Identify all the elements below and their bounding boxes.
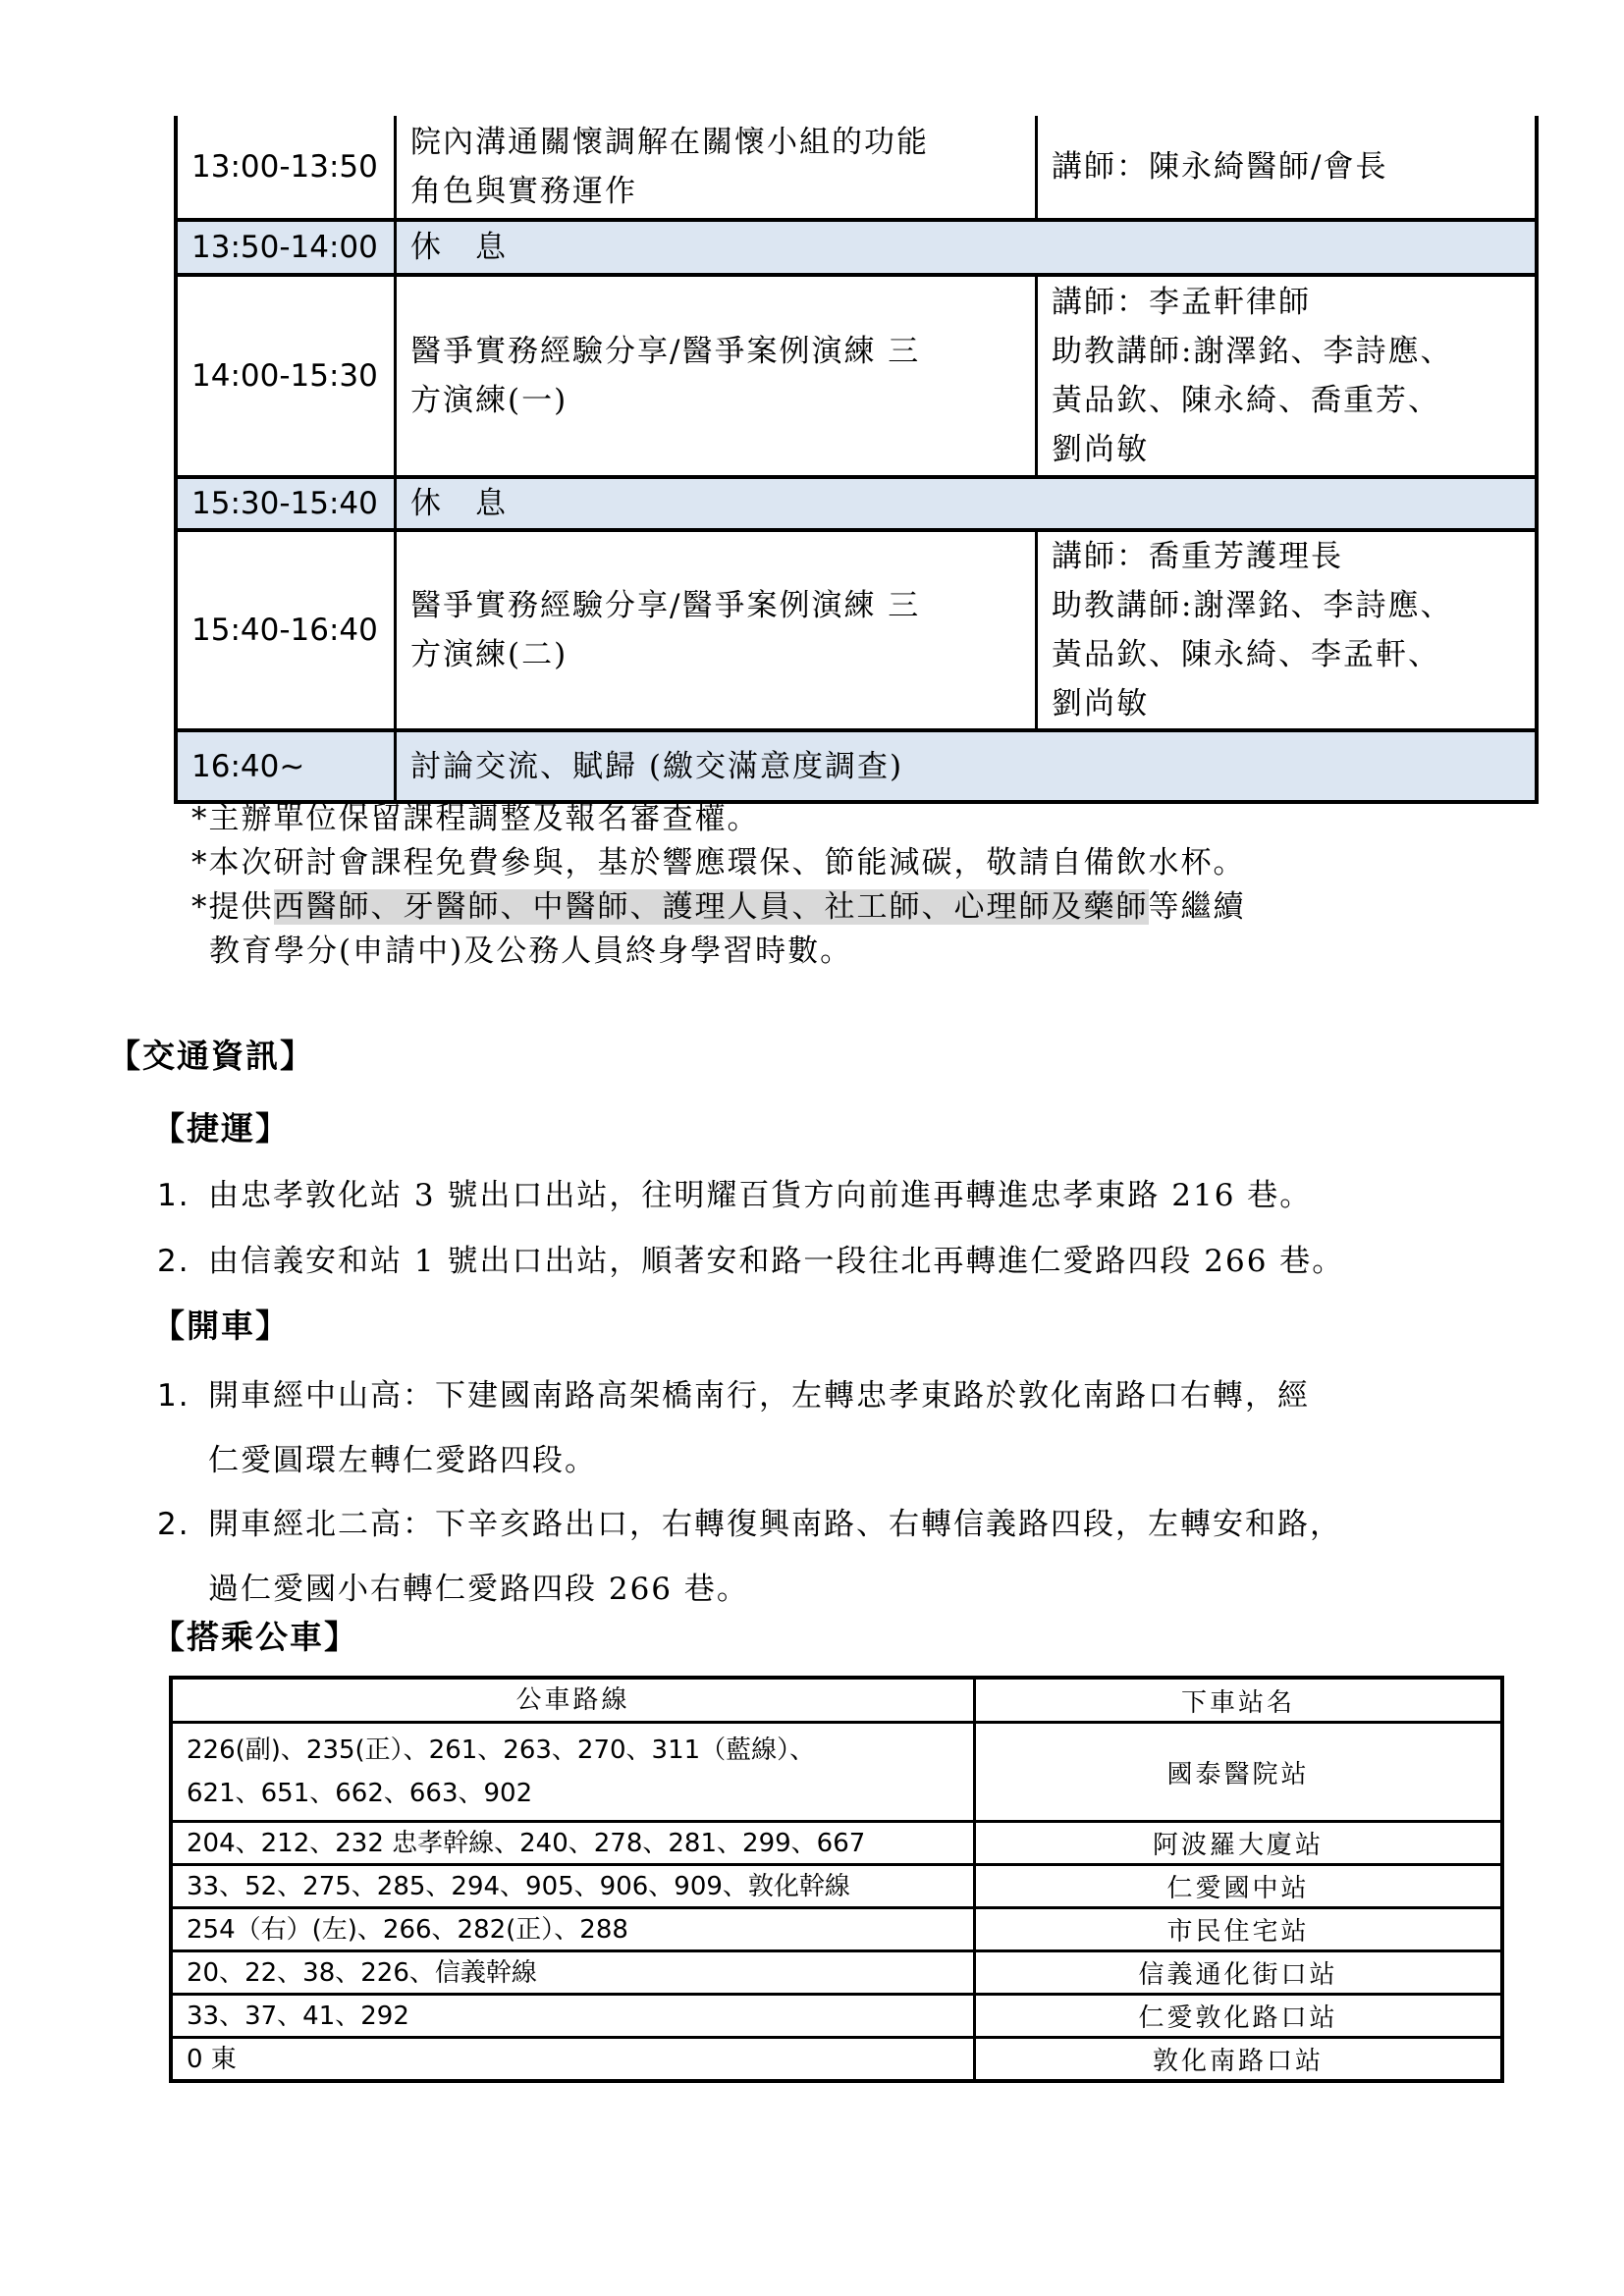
- note-line: 教育學分(申請中)及公務人員終身學習時數。: [209, 934, 853, 969]
- stop-cell: 市民住宅站: [1166, 1917, 1310, 1947]
- item-number: 1.: [157, 1178, 190, 1213]
- car-item: [157, 1370, 1310, 1415]
- bus-row: [173, 1949, 1500, 1993]
- item-text: 由忠孝敦化站 3 號出口出站，往明耀百貨方向前進再轉進忠孝東路 216 巷。: [208, 1178, 1313, 1213]
- stop-cell: 仁愛國中站: [1166, 1874, 1310, 1903]
- speaker-line: 黃品欽、陳永綺、李孟軒、: [1052, 637, 1440, 672]
- time-cell: 16:40~: [178, 732, 397, 800]
- mrt-item: [157, 1170, 1312, 1214]
- bus-header-row: [173, 1680, 1500, 1721]
- item-number: 1.: [157, 1378, 190, 1414]
- time-cell: 13:50-14:00: [178, 222, 397, 273]
- schedule-row: [178, 116, 1535, 218]
- route-cell: 254（右）(左)、266、282(正）、288: [173, 1909, 976, 1949]
- stop-cell: 仁愛敦化路口站: [1138, 2003, 1338, 2033]
- bus-row: [173, 1721, 1500, 1820]
- stop-cell: 信義通化街口站: [1138, 1960, 1338, 1990]
- bus-row: [173, 1906, 1500, 1949]
- note-prefix: *提供: [191, 889, 274, 925]
- speaker-cell: [1038, 116, 1535, 218]
- route-cell: [173, 1724, 976, 1820]
- topic-line: 方演練(二): [410, 637, 568, 672]
- bus-row: [173, 1863, 1500, 1906]
- topic-cell: 討論交流、賦歸 (繳交滿意度調查): [410, 748, 904, 784]
- stop-cell: 國泰醫院站: [1166, 1759, 1310, 1789]
- note-highlight: 西醫師、牙醫師、中醫師、護理人員、社工師、心理師及藥師: [273, 889, 1149, 925]
- stop-cell: 敦化南路口站: [1152, 2047, 1324, 2076]
- route-line: 621、651、662、663、902: [187, 1779, 533, 1808]
- topic-cell: 休 息: [410, 230, 508, 265]
- route-cell: 20、22、38、226、信義幹線: [173, 1952, 976, 1993]
- mrt-item: [157, 1236, 1344, 1280]
- schedule-table: [174, 116, 1539, 804]
- topic-cell: [397, 277, 1038, 475]
- bus-row: [173, 1993, 1500, 2036]
- car-item-continued: 過仁愛國小右轉仁愛路四段 266 巷。: [208, 1572, 749, 1607]
- car-item-continued: 仁愛圓環左轉仁愛路四段。: [208, 1443, 597, 1478]
- notes: [191, 797, 1246, 974]
- bus-heading: 【搭乘公車】: [152, 1618, 358, 1656]
- header-stop: 下車站名: [1180, 1687, 1295, 1718]
- topic-cell: [397, 532, 1038, 728]
- item-text: 開車經北二高：下辛亥路出口，右轉復興南路、右轉信義路四段，左轉安和路，: [208, 1507, 1342, 1542]
- speaker-line: 助教講師:謝澤銘、李詩應、: [1052, 334, 1453, 369]
- item-number: 2.: [157, 1507, 190, 1542]
- topic-line: 角色與實務運作: [410, 174, 637, 209]
- schedule-row: [178, 528, 1535, 728]
- schedule-row-break: [178, 218, 1535, 273]
- route-cell: 0 東: [173, 2039, 976, 2079]
- schedule-row-break: [178, 475, 1535, 528]
- topic-line: 醫爭實務經驗分享/醫爭案例演練 三: [410, 588, 921, 623]
- topic-line: 方演練(一): [410, 383, 568, 418]
- time-cell: 15:40-16:40: [178, 532, 397, 728]
- route-cell: 33、52、275、285、294、905、906、909、敦化幹線: [173, 1866, 976, 1906]
- speaker-line: 助教講師:謝澤銘、李詩應、: [1052, 588, 1453, 623]
- topic-line: 院內溝通關懷調解在關懷小組的功能: [410, 125, 929, 160]
- time-cell: 14:00-15:30: [178, 277, 397, 475]
- transport-title: 【交通資訊】: [108, 1037, 314, 1075]
- route-line: 226(副)、235(正）、261、263、270、311（藍線）、: [187, 1735, 816, 1765]
- mrt-heading: 【捷運】: [152, 1109, 290, 1148]
- speaker-line: 劉尚敏: [1052, 432, 1149, 467]
- speaker-cell: [1038, 532, 1535, 728]
- item-text: 由信義安和站 1 號出口出站，順著安和路一段往北再轉進仁愛路四段 266 巷。: [208, 1244, 1345, 1279]
- speaker-line: 講師：李孟軒律師: [1052, 285, 1311, 320]
- note-suffix: 等繼續: [1148, 889, 1246, 925]
- note-line: *本次研討會課程免費參與，基於響應環保、節能減碳，敬請自備飲水杯。: [191, 845, 1246, 881]
- schedule-row-end: [178, 728, 1535, 800]
- bus-table: [169, 1676, 1504, 2083]
- schedule-row: [178, 273, 1535, 475]
- topic-cell: 休 息: [410, 486, 508, 521]
- time-cell: 13:00-13:50: [178, 116, 397, 218]
- header-route: 公車路線: [173, 1680, 976, 1721]
- car-heading: 【開車】: [152, 1307, 290, 1345]
- bus-row: [173, 1820, 1500, 1863]
- time-cell: 15:30-15:40: [178, 479, 397, 528]
- topic-cell: [397, 116, 1038, 218]
- route-cell: 33、37、41、292: [173, 1996, 976, 2036]
- note-line: [191, 885, 1246, 930]
- speaker-line: 劉尚敏: [1052, 686, 1149, 721]
- speaker-line: 講師：陳永綺醫師/會長: [1052, 149, 1388, 185]
- speaker-line: 黃品欽、陳永綺、喬重芳、: [1052, 383, 1440, 418]
- topic-line: 醫爭實務經驗分享/醫爭案例演練 三: [410, 334, 921, 369]
- item-number: 2.: [157, 1244, 190, 1279]
- speaker-cell: [1038, 277, 1535, 475]
- route-cell: 204、212、232 忠孝幹線、240、278、281、299、667: [173, 1823, 976, 1863]
- stop-cell: 阿波羅大廈站: [1152, 1831, 1324, 1860]
- bus-row: [173, 2036, 1500, 2079]
- note-line: *主辦單位保留課程調整及報名審查權。: [191, 801, 760, 836]
- speaker-line: 講師：喬重芳護理長: [1052, 539, 1343, 574]
- car-item: [157, 1499, 1342, 1543]
- item-text: 開車經中山高：下建國南路高架橋南行，左轉忠孝東路於敦化南路口右轉，經: [208, 1378, 1310, 1414]
